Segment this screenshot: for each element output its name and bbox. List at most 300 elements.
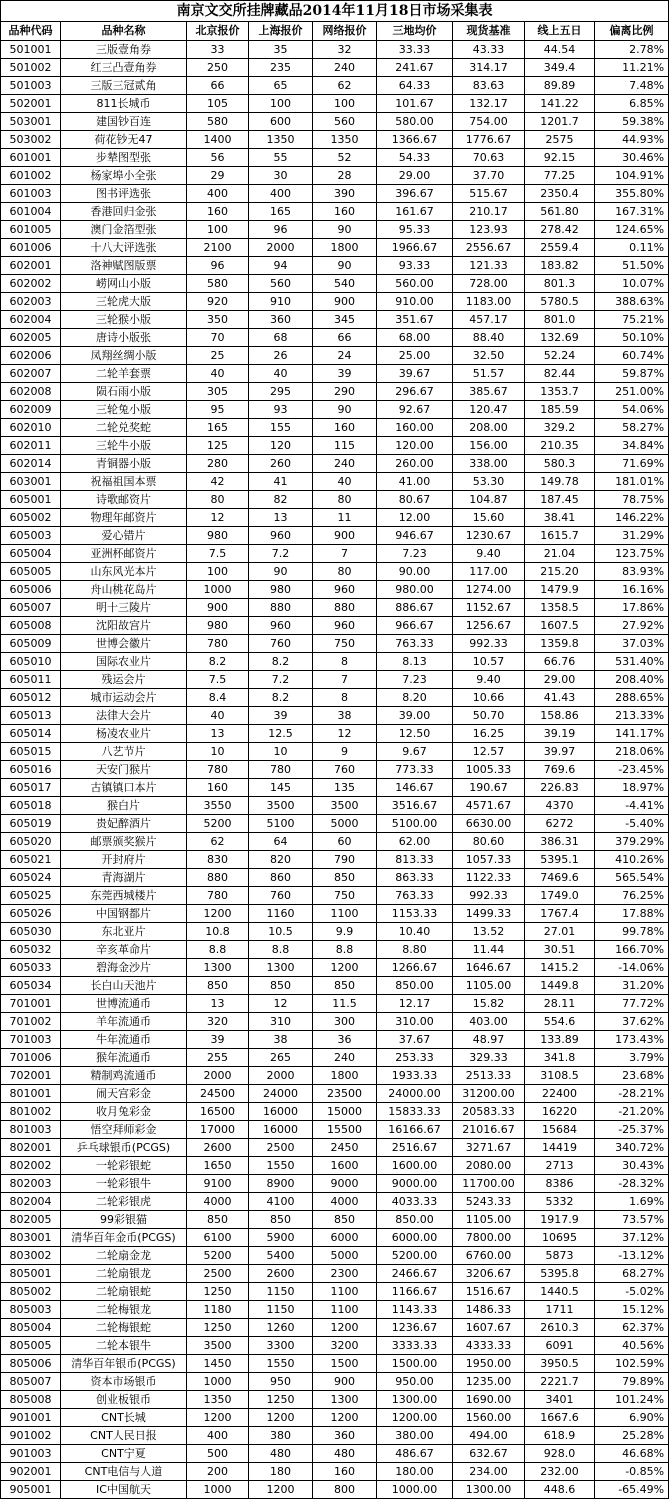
cell-online-five-day: 44.54 [525, 41, 595, 59]
cell-code: 602007 [1, 365, 61, 383]
cell-spot-benchmark: 51.57 [453, 365, 525, 383]
cell-online-price: 3500 [313, 797, 377, 815]
table-row [1, 77, 669, 95]
cell-deviation-ratio: 17.86% [595, 599, 669, 617]
cell-deviation-ratio: -28.32% [595, 1175, 669, 1193]
cell-code: 805007 [1, 1373, 61, 1391]
cell-code: 603001 [1, 473, 61, 491]
cell-deviation-ratio: 208.40% [595, 671, 669, 689]
cell-deviation-ratio: 27.92% [595, 617, 669, 635]
cell-beijing-price: 8.4 [187, 689, 249, 707]
table-row [1, 1427, 669, 1445]
cell-online-price: 750 [313, 635, 377, 653]
cell-code: 602001 [1, 257, 61, 275]
header-online-five-day: 线上五日 [525, 22, 595, 41]
cell-name: 牛年流通币 [61, 1031, 187, 1049]
cell-online-price: 1200 [313, 1409, 377, 1427]
cell-spot-benchmark: 5243.33 [453, 1193, 525, 1211]
cell-deviation-ratio: 31.29% [595, 527, 669, 545]
cell-online-price: 11 [313, 509, 377, 527]
cell-code: 602010 [1, 419, 61, 437]
cell-beijing-price: 250 [187, 59, 249, 77]
cell-code: 605001 [1, 491, 61, 509]
cell-three-city-avg: 560.00 [377, 275, 453, 293]
cell-three-city-avg: 64.33 [377, 77, 453, 95]
cell-online-price: 2300 [313, 1265, 377, 1283]
cell-spot-benchmark: 1950.00 [453, 1355, 525, 1373]
cell-online-price: 5000 [313, 815, 377, 833]
cell-name: 清华百年银币(PCGS) [61, 1355, 187, 1373]
cell-code: 503002 [1, 131, 61, 149]
cell-three-city-avg: 980.00 [377, 581, 453, 599]
cell-name: CNT长城 [61, 1409, 187, 1427]
cell-spot-benchmark: 104.87 [453, 491, 525, 509]
cell-beijing-price: 40 [187, 707, 249, 725]
cell-deviation-ratio: 79.89% [595, 1373, 669, 1391]
header-code: 品种代码 [1, 22, 61, 41]
table-row [1, 1463, 669, 1481]
cell-deviation-ratio: 16.16% [595, 581, 669, 599]
cell-deviation-ratio: -14.06% [595, 959, 669, 977]
cell-spot-benchmark: 1560.00 [453, 1409, 525, 1427]
cell-online-five-day: 149.78 [525, 473, 595, 491]
cell-online-price: 62 [313, 77, 377, 95]
cell-online-five-day: 580.3 [525, 455, 595, 473]
cell-code: 601003 [1, 185, 61, 203]
cell-name: 二轮扇金龙 [61, 1247, 187, 1265]
cell-online-five-day: 38.41 [525, 509, 595, 527]
cell-code: 901003 [1, 1445, 61, 1463]
cell-online-five-day: 1449.8 [525, 977, 595, 995]
cell-online-price: 1500 [313, 1355, 377, 1373]
cell-online-five-day: 89.89 [525, 77, 595, 95]
cell-online-price: 960 [313, 581, 377, 599]
cell-code: 602005 [1, 329, 61, 347]
cell-code: 702001 [1, 1067, 61, 1085]
table-row [1, 1157, 669, 1175]
cell-shanghai-price: 5100 [249, 815, 313, 833]
cell-online-price: 1100 [313, 1283, 377, 1301]
cell-code: 602003 [1, 293, 61, 311]
cell-name: 建国钞百连 [61, 113, 187, 131]
cell-deviation-ratio: 77.72% [595, 995, 669, 1013]
cell-beijing-price: 1000 [187, 1481, 249, 1499]
table-row [1, 1103, 669, 1121]
cell-three-city-avg: 24000.00 [377, 1085, 453, 1103]
cell-name: 凤翔丝绸小版 [61, 347, 187, 365]
cell-online-price: 40 [313, 473, 377, 491]
cell-beijing-price: 6100 [187, 1229, 249, 1247]
cell-spot-benchmark: 10.57 [453, 653, 525, 671]
table-row [1, 1229, 669, 1247]
table-row [1, 1211, 669, 1229]
cell-code: 605018 [1, 797, 61, 815]
cell-beijing-price: 900 [187, 599, 249, 617]
cell-spot-benchmark: 403.00 [453, 1013, 525, 1031]
cell-spot-benchmark: 70.63 [453, 149, 525, 167]
cell-shanghai-price: 100 [249, 95, 313, 113]
cell-deviation-ratio: 30.46% [595, 149, 669, 167]
cell-deviation-ratio: 124.65% [595, 221, 669, 239]
cell-three-city-avg: 146.67 [377, 779, 453, 797]
cell-name: 十八大评选张 [61, 239, 187, 257]
cell-online-price: 8 [313, 689, 377, 707]
cell-deviation-ratio: 75.21% [595, 311, 669, 329]
table-row [1, 167, 669, 185]
cell-online-five-day: 5332 [525, 1193, 595, 1211]
cell-online-five-day: 2610.3 [525, 1319, 595, 1337]
cell-deviation-ratio: 379.29% [595, 833, 669, 851]
cell-code: 605015 [1, 743, 61, 761]
cell-beijing-price: 850 [187, 977, 249, 995]
cell-spot-benchmark: 1122.33 [453, 869, 525, 887]
cell-name: 荷花钞无47 [61, 131, 187, 149]
cell-code: 605030 [1, 923, 61, 941]
cell-three-city-avg: 763.33 [377, 635, 453, 653]
cell-online-five-day: 618.9 [525, 1427, 595, 1445]
cell-code: 502001 [1, 95, 61, 113]
cell-shanghai-price: 1350 [249, 131, 313, 149]
cell-online-price: 8.8 [313, 941, 377, 959]
cell-online-price: 90 [313, 221, 377, 239]
cell-code: 802005 [1, 1211, 61, 1229]
cell-three-city-avg: 25.00 [377, 347, 453, 365]
table-row [1, 887, 669, 905]
cell-code: 701001 [1, 995, 61, 1013]
cell-name: 邮票颁奖猴片 [61, 833, 187, 851]
cell-code: 601006 [1, 239, 61, 257]
cell-online-five-day: 329.2 [525, 419, 595, 437]
cell-beijing-price: 320 [187, 1013, 249, 1031]
cell-spot-benchmark: 190.67 [453, 779, 525, 797]
cell-online-five-day: 185.59 [525, 401, 595, 419]
cell-name: 二轮梅银蛇 [61, 1319, 187, 1337]
cell-deviation-ratio: -5.02% [595, 1283, 669, 1301]
table-row [1, 1355, 669, 1373]
cell-name: CNT电信与人道 [61, 1463, 187, 1481]
table-row [1, 221, 669, 239]
table-row [1, 1193, 669, 1211]
cell-beijing-price: 25 [187, 347, 249, 365]
cell-code: 801001 [1, 1085, 61, 1103]
cell-name: 碧海金沙片 [61, 959, 187, 977]
table-row [1, 941, 669, 959]
cell-online-price: 900 [313, 1373, 377, 1391]
cell-name: 天安门猴片 [61, 761, 187, 779]
cell-shanghai-price: 2000 [249, 1067, 313, 1085]
cell-spot-benchmark: 4571.67 [453, 797, 525, 815]
cell-name: 红三凸壹角券 [61, 59, 187, 77]
cell-deviation-ratio: 10.07% [595, 275, 669, 293]
cell-online-five-day: 77.25 [525, 167, 595, 185]
cell-code: 805008 [1, 1391, 61, 1409]
cell-three-city-avg: 1000.00 [377, 1481, 453, 1499]
cell-online-five-day: 82.44 [525, 365, 595, 383]
cell-online-price: 1100 [313, 1301, 377, 1319]
cell-three-city-avg: 12.17 [377, 995, 453, 1013]
cell-three-city-avg: 37.67 [377, 1031, 453, 1049]
cell-shanghai-price: 880 [249, 599, 313, 617]
cell-online-five-day: 1767.4 [525, 905, 595, 923]
cell-three-city-avg: 351.67 [377, 311, 453, 329]
cell-code: 602011 [1, 437, 61, 455]
cell-online-five-day: 1353.7 [525, 383, 595, 401]
table-row [1, 419, 669, 437]
cell-online-five-day: 5873 [525, 1247, 595, 1265]
cell-shanghai-price: 26 [249, 347, 313, 365]
cell-online-five-day: 30.51 [525, 941, 595, 959]
cell-three-city-avg: 68.00 [377, 329, 453, 347]
cell-code: 805003 [1, 1301, 61, 1319]
cell-beijing-price: 2600 [187, 1139, 249, 1157]
cell-beijing-price: 160 [187, 779, 249, 797]
cell-shanghai-price: 560 [249, 275, 313, 293]
table-row [1, 473, 669, 491]
cell-beijing-price: 780 [187, 761, 249, 779]
cell-deviation-ratio: 68.27% [595, 1265, 669, 1283]
cell-spot-benchmark: 13.52 [453, 923, 525, 941]
cell-spot-benchmark: 992.33 [453, 887, 525, 905]
table-row [1, 563, 669, 581]
cell-name: 爱心错片 [61, 527, 187, 545]
cell-three-city-avg: 33.33 [377, 41, 453, 59]
cell-deviation-ratio: 15.12% [595, 1301, 669, 1319]
cell-spot-benchmark: 31200.00 [453, 1085, 525, 1103]
cell-spot-benchmark: 9.40 [453, 671, 525, 689]
cell-spot-benchmark: 32.50 [453, 347, 525, 365]
cell-three-city-avg: 486.67 [377, 1445, 453, 1463]
table-row [1, 1139, 669, 1157]
cell-beijing-price: 70 [187, 329, 249, 347]
cell-name: 三轮猴小版 [61, 311, 187, 329]
table-row [1, 779, 669, 797]
table-row [1, 545, 669, 563]
cell-online-five-day: 10695 [525, 1229, 595, 1247]
table-row [1, 455, 669, 473]
cell-spot-benchmark: 117.00 [453, 563, 525, 581]
cell-online-price: 1800 [313, 1067, 377, 1085]
cell-spot-benchmark: 12.57 [453, 743, 525, 761]
cell-online-five-day: 1749.0 [525, 887, 595, 905]
table-row [1, 185, 669, 203]
cell-shanghai-price: 2500 [249, 1139, 313, 1157]
cell-spot-benchmark: 3206.67 [453, 1265, 525, 1283]
cell-spot-benchmark: 1152.67 [453, 599, 525, 617]
cell-online-price: 80 [313, 563, 377, 581]
cell-beijing-price: 1000 [187, 581, 249, 599]
cell-name: 东莞西城楼片 [61, 887, 187, 905]
cell-spot-benchmark: 43.33 [453, 41, 525, 59]
cell-deviation-ratio: 1.69% [595, 1193, 669, 1211]
cell-code: 601002 [1, 167, 61, 185]
cell-name: 国际农业片 [61, 653, 187, 671]
cell-name: 一轮彩银牛 [61, 1175, 187, 1193]
cell-spot-benchmark: 83.63 [453, 77, 525, 95]
cell-beijing-price: 280 [187, 455, 249, 473]
table-row [1, 41, 669, 59]
cell-code: 805002 [1, 1283, 61, 1301]
table-row [1, 311, 669, 329]
table-row [1, 1409, 669, 1427]
cell-beijing-price: 5200 [187, 1247, 249, 1265]
cell-name: 三版三冠贰角 [61, 77, 187, 95]
table-row [1, 1031, 669, 1049]
cell-online-five-day: 226.83 [525, 779, 595, 797]
cell-three-city-avg: 29.00 [377, 167, 453, 185]
cell-code: 801002 [1, 1103, 61, 1121]
cell-shanghai-price: 94 [249, 257, 313, 275]
cell-online-five-day: 561.80 [525, 203, 595, 221]
cell-code: 605034 [1, 977, 61, 995]
cell-online-price: 2450 [313, 1139, 377, 1157]
cell-shanghai-price: 235 [249, 59, 313, 77]
cell-name: 青海湖片 [61, 869, 187, 887]
cell-beijing-price: 920 [187, 293, 249, 311]
cell-shanghai-price: 7.2 [249, 545, 313, 563]
cell-name: 陨石雨小版 [61, 383, 187, 401]
cell-online-five-day: 22400 [525, 1085, 595, 1103]
cell-shanghai-price: 600 [249, 113, 313, 131]
cell-online-five-day: 2559.4 [525, 239, 595, 257]
cell-name: 东北亚片 [61, 923, 187, 941]
cell-name: 世博会徽片 [61, 635, 187, 653]
cell-spot-benchmark: 515.67 [453, 185, 525, 203]
cell-shanghai-price: 5400 [249, 1247, 313, 1265]
cell-spot-benchmark: 457.17 [453, 311, 525, 329]
cell-online-five-day: 1917.9 [525, 1211, 595, 1229]
cell-beijing-price: 780 [187, 635, 249, 653]
cell-online-price: 1600 [313, 1157, 377, 1175]
cell-shanghai-price: 480 [249, 1445, 313, 1463]
cell-code: 605008 [1, 617, 61, 635]
cell-three-city-avg: 39.67 [377, 365, 453, 383]
cell-spot-benchmark: 1183.00 [453, 293, 525, 311]
table-row [1, 131, 669, 149]
cell-beijing-price: 40 [187, 365, 249, 383]
cell-shanghai-price: 910 [249, 293, 313, 311]
cell-beijing-price: 7.5 [187, 671, 249, 689]
cell-beijing-price: 400 [187, 185, 249, 203]
cell-online-price: 300 [313, 1013, 377, 1031]
cell-name: 二轮兑奖蛇 [61, 419, 187, 437]
cell-three-city-avg: 946.67 [377, 527, 453, 545]
cell-code: 905001 [1, 1481, 61, 1499]
cell-beijing-price: 10.8 [187, 923, 249, 941]
cell-spot-benchmark: 314.17 [453, 59, 525, 77]
cell-deviation-ratio: 288.65% [595, 689, 669, 707]
cell-three-city-avg: 15833.33 [377, 1103, 453, 1121]
cell-online-price: 39 [313, 365, 377, 383]
cell-online-price: 345 [313, 311, 377, 329]
cell-online-price: 36 [313, 1031, 377, 1049]
cell-shanghai-price: 1150 [249, 1283, 313, 1301]
cell-online-price: 880 [313, 599, 377, 617]
cell-name: 古镇镇口本片 [61, 779, 187, 797]
cell-name: 羊年流通币 [61, 1013, 187, 1031]
cell-beijing-price: 2100 [187, 239, 249, 257]
table-row [1, 1391, 669, 1409]
cell-code: 605014 [1, 725, 61, 743]
cell-three-city-avg: 1236.67 [377, 1319, 453, 1337]
cell-shanghai-price: 380 [249, 1427, 313, 1445]
cell-online-price: 850 [313, 1211, 377, 1229]
cell-spot-benchmark: 11700.00 [453, 1175, 525, 1193]
cell-online-five-day: 41.43 [525, 689, 595, 707]
cell-code: 802004 [1, 1193, 61, 1211]
cell-code: 605002 [1, 509, 61, 527]
cell-online-price: 6000 [313, 1229, 377, 1247]
cell-online-five-day: 183.82 [525, 257, 595, 275]
cell-deviation-ratio: 30.43% [595, 1157, 669, 1175]
cell-deviation-ratio: 37.12% [595, 1229, 669, 1247]
cell-online-five-day: 1415.2 [525, 959, 595, 977]
cell-deviation-ratio: -5.40% [595, 815, 669, 833]
cell-name: CNT宁夏 [61, 1445, 187, 1463]
cell-deviation-ratio: 104.91% [595, 167, 669, 185]
table-row [1, 1373, 669, 1391]
cell-three-city-avg: 241.67 [377, 59, 453, 77]
cell-online-five-day: 8386 [525, 1175, 595, 1193]
cell-beijing-price: 42 [187, 473, 249, 491]
table-row [1, 365, 669, 383]
cell-beijing-price: 33 [187, 41, 249, 59]
cell-three-city-avg: 1366.67 [377, 131, 453, 149]
cell-three-city-avg: 54.33 [377, 149, 453, 167]
cell-name: 唐诗小版张 [61, 329, 187, 347]
table-row [1, 923, 669, 941]
cell-beijing-price: 580 [187, 275, 249, 293]
cell-deviation-ratio: 46.68% [595, 1445, 669, 1463]
cell-shanghai-price: 155 [249, 419, 313, 437]
cell-three-city-avg: 253.33 [377, 1049, 453, 1067]
cell-shanghai-price: 760 [249, 887, 313, 905]
cell-three-city-avg: 39.00 [377, 707, 453, 725]
cell-name: 物理年邮资片 [61, 509, 187, 527]
cell-name: 城市运动会片 [61, 689, 187, 707]
table-row [1, 1247, 669, 1265]
cell-beijing-price: 1400 [187, 131, 249, 149]
cell-shanghai-price: 950 [249, 1373, 313, 1391]
cell-code: 802003 [1, 1175, 61, 1193]
cell-name: 精制鸡流通币 [61, 1067, 187, 1085]
cell-online-price: 52 [313, 149, 377, 167]
cell-online-price: 66 [313, 329, 377, 347]
cell-shanghai-price: 12 [249, 995, 313, 1013]
cell-deviation-ratio: 410.26% [595, 851, 669, 869]
cell-spot-benchmark: 1105.00 [453, 1211, 525, 1229]
cell-shanghai-price: 260 [249, 455, 313, 473]
cell-name: 闹天宫彩金 [61, 1085, 187, 1103]
cell-spot-benchmark: 7800.00 [453, 1229, 525, 1247]
cell-code: 605024 [1, 869, 61, 887]
cell-online-five-day: 141.22 [525, 95, 595, 113]
cell-shanghai-price: 24000 [249, 1085, 313, 1103]
cell-three-city-avg: 1300.00 [377, 1391, 453, 1409]
cell-beijing-price: 8.2 [187, 653, 249, 671]
cell-three-city-avg: 850.00 [377, 977, 453, 995]
cell-online-five-day: 1358.5 [525, 599, 595, 617]
cell-online-price: 9000 [313, 1175, 377, 1193]
table-row [1, 1301, 669, 1319]
cell-name: 811长城币 [61, 95, 187, 113]
cell-online-five-day: 554.6 [525, 1013, 595, 1031]
cell-online-price: 1200 [313, 959, 377, 977]
cell-code: 701002 [1, 1013, 61, 1031]
cell-code: 602002 [1, 275, 61, 293]
cell-online-price: 750 [313, 887, 377, 905]
cell-shanghai-price: 780 [249, 761, 313, 779]
cell-three-city-avg: 95.33 [377, 221, 453, 239]
